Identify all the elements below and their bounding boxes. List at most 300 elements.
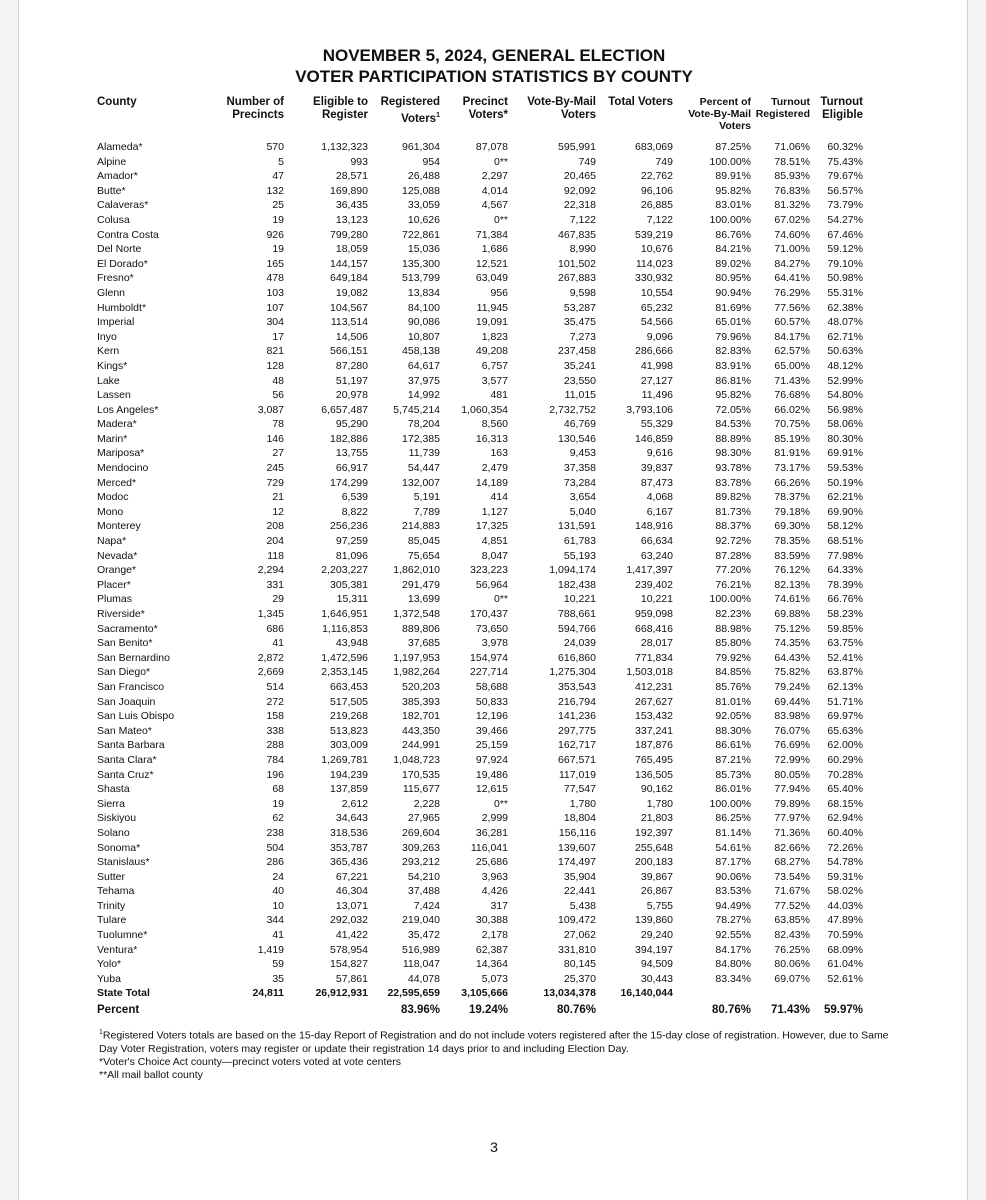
cell-vbm: 35,475: [563, 316, 596, 329]
cell-turnout-registered: 71.00%: [774, 243, 810, 256]
table-row: [97, 928, 863, 943]
cell-turnout-eligible: 68.51%: [827, 535, 863, 548]
cell-precinct-voters: 1,127: [481, 505, 508, 518]
cell-registered: 889,806: [402, 622, 440, 635]
cell-eligible: 1,472,596: [321, 651, 368, 664]
cell-eligible: 41,422: [335, 929, 368, 942]
cell-vbm: 1,780: [569, 797, 596, 810]
cell-total: 255,648: [635, 841, 673, 854]
cell-precincts: 729: [266, 476, 284, 489]
cell-turnout-eligible: 54.27%: [827, 213, 863, 226]
cell-turnout-eligible: 60.32%: [827, 141, 863, 153]
cell-total: 148,916: [635, 520, 673, 533]
table-row: [97, 592, 863, 607]
cell-precincts: 27: [272, 447, 284, 460]
cell-total: 1,417,397: [626, 564, 673, 577]
cell-registered: 172,385: [402, 432, 440, 445]
cell-vbm: 10,221: [563, 593, 596, 606]
cell-registered: 11,739: [408, 447, 440, 460]
cell-turnout-registered: 66.26%: [774, 476, 810, 489]
cell-turnout-eligible: 78.39%: [827, 578, 863, 591]
cell-pct-vbm: 72.05%: [715, 403, 751, 416]
cell-eligible: 256,236: [330, 520, 368, 533]
cell-turnout-registered: 69.07%: [774, 972, 810, 985]
cell-pct-vbm: 86.81%: [715, 374, 751, 387]
cell-eligible: 305,381: [330, 578, 368, 591]
cell-precinct-voters: 6,757: [481, 359, 508, 372]
cell-county: Sierra: [97, 797, 126, 810]
cell-precinct-voters: 154,974: [470, 651, 508, 664]
cell-turnout-registered: 81.91%: [774, 447, 810, 460]
cell-vbm: 11,015: [564, 389, 596, 402]
cell-precinct-voters: 3,963: [481, 870, 508, 883]
cell-total: 63,240: [640, 549, 673, 562]
cell-total: 136,505: [635, 768, 673, 781]
cell-registered: 954: [422, 155, 440, 168]
cell-precinct-voters: 2,479: [481, 462, 508, 475]
cell-turnout-registered: 78.35%: [774, 535, 810, 548]
cell-total: 153,432: [635, 710, 673, 723]
cell-registered: 961,304: [402, 141, 440, 153]
cell-registered: 83.96%: [400, 1004, 440, 1017]
cell-turnout-registered: 83.98%: [774, 710, 810, 723]
cell-vbm: 216,794: [558, 695, 596, 708]
cell-precinct-voters: 36,281: [475, 826, 508, 839]
cell-county: Santa Barbara: [97, 739, 165, 752]
cell-vbm: 467,835: [558, 228, 596, 241]
cell-precinct-voters: 2,178: [481, 929, 508, 942]
cell-county: Fresno*: [97, 272, 134, 285]
cell-total: 5,755: [646, 899, 673, 912]
cell-county: Plumas: [97, 593, 133, 606]
cell-total: 10,221: [640, 593, 673, 606]
cell-registered: 13,699: [407, 593, 440, 606]
cell-total: 1,780: [646, 797, 673, 810]
cell-registered: 1,197,953: [393, 651, 440, 664]
cell-registered: 170,535: [402, 768, 440, 781]
cell-registered: 182,701: [402, 710, 440, 723]
cell-precinct-voters: 19,486: [475, 768, 508, 781]
cell-precinct-voters: 323,223: [470, 564, 508, 577]
cell-turnout-eligible: 69.97%: [827, 710, 863, 723]
col-header-precinct-voters: Precinct Voters*: [462, 96, 508, 121]
cell-registered: 309,263: [402, 841, 440, 854]
cell-turnout-registered: 63.85%: [774, 914, 810, 927]
cell-pct-vbm: 84.53%: [715, 418, 751, 431]
cell-total: 3,793,106: [626, 403, 673, 416]
cell-pct-vbm: 90.06%: [715, 870, 751, 883]
cell-turnout-registered: 73.54%: [774, 870, 810, 883]
cell-total: 539,219: [635, 228, 673, 241]
table-row: [97, 665, 863, 680]
table-row: [97, 417, 863, 432]
cell-pct-vbm: 84.17%: [715, 943, 751, 956]
cell-county: Yuba: [97, 972, 121, 985]
cell-eligible: 517,505: [330, 695, 368, 708]
cell-pct-vbm: 86.76%: [715, 228, 751, 241]
cell-registered: 125,088: [402, 184, 440, 197]
cell-vbm: 20,465: [563, 170, 596, 183]
cell-precincts: 24,811: [252, 987, 284, 1000]
cell-turnout-eligible: 69.90%: [827, 505, 863, 518]
cell-vbm: 182,438: [558, 578, 596, 591]
table-row: [97, 811, 863, 826]
cell-registered: 37,488: [407, 885, 440, 898]
cell-precincts: 784: [266, 753, 284, 766]
cell-county: Mariposa*: [97, 447, 145, 460]
cell-turnout-eligible: 66.76%: [827, 593, 863, 606]
registered-footnote-marker: 1: [436, 112, 440, 119]
cell-vbm: 130,546: [558, 432, 596, 445]
cell-eligible: 97,259: [335, 535, 368, 548]
table-row: [97, 344, 863, 359]
cell-county: Trinity: [97, 899, 126, 912]
cell-precincts: 29: [272, 593, 284, 606]
cell-precincts: 344: [266, 914, 284, 927]
cell-vbm: 24,039: [563, 637, 596, 650]
table-row: [97, 184, 863, 199]
cell-vbm: 174,497: [558, 856, 596, 869]
cell-registered: 722,861: [402, 228, 440, 241]
cell-precincts: 288: [266, 739, 284, 752]
cell-eligible: 87,280: [335, 359, 368, 372]
cell-turnout-eligible: 62.13%: [827, 680, 863, 693]
cell-precinct-voters: 0**: [493, 213, 508, 226]
cell-precincts: 238: [266, 826, 284, 839]
cell-turnout-eligible: 60.40%: [827, 826, 863, 839]
cell-county: San Diego*: [97, 666, 151, 679]
cell-precincts: 35: [272, 972, 284, 985]
cell-precinct-voters: 0**: [493, 593, 508, 606]
cell-precinct-voters: 12,196: [475, 710, 508, 723]
cell-precincts: 926: [266, 228, 284, 241]
cell-precincts: 128: [266, 359, 284, 372]
cell-eligible: 219,268: [330, 710, 368, 723]
cell-turnout-registered: 78.37%: [774, 491, 810, 504]
footnote-2: *Voter's Choice Act county—precinct voters voted at vote centers: [99, 1055, 401, 1068]
table-row: [97, 432, 863, 447]
cell-turnout-eligible: 70.59%: [827, 929, 863, 942]
cell-turnout-registered: 80.05%: [774, 768, 810, 781]
cell-county: Siskiyou: [97, 812, 137, 825]
cell-eligible: 1,116,853: [322, 622, 368, 635]
cell-county: Yolo*: [97, 958, 122, 971]
cell-precinct-voters: 14,189: [475, 476, 508, 489]
cell-county: Mendocino: [97, 462, 149, 475]
table-row: [97, 782, 863, 797]
cell-eligible: 353,787: [330, 841, 368, 854]
table-row: [97, 359, 863, 374]
cell-precinct-voters: 58,688: [475, 680, 508, 693]
cell-eligible: 6,539: [341, 491, 368, 504]
table-row: [97, 242, 863, 257]
cell-turnout-registered: 65.00%: [774, 359, 810, 372]
cell-total: 765,495: [635, 753, 673, 766]
cell-registered: 2,228: [413, 797, 440, 810]
cell-county: San Luis Obispo: [97, 710, 175, 723]
cell-pct-vbm: 78.27%: [715, 914, 751, 927]
cell-eligible: 95,290: [335, 418, 368, 431]
cell-vbm: 61,783: [563, 535, 596, 548]
cell-eligible: 169,890: [330, 184, 368, 197]
table-row: [97, 651, 863, 666]
cell-total: 90,162: [640, 783, 673, 796]
cell-pct-vbm: 81.73%: [715, 505, 751, 518]
table-row: [97, 563, 863, 578]
cell-eligible: 20,978: [335, 389, 368, 402]
cell-pct-vbm: 76.21%: [715, 578, 751, 591]
cell-pct-vbm: 85.80%: [715, 637, 751, 650]
cell-precinct-voters: 73,650: [475, 622, 508, 635]
cell-precincts: 286: [266, 856, 284, 869]
cell-vbm: 267,883: [558, 272, 596, 285]
cell-county: Marin*: [97, 432, 128, 445]
cell-precincts: 570: [266, 141, 284, 153]
table-row: [97, 315, 863, 330]
cell-precinct-voters: 4,851: [481, 535, 508, 548]
table-row: [97, 388, 863, 403]
cell-precincts: 19: [272, 213, 284, 226]
cell-pct-vbm: 87.28%: [715, 549, 751, 562]
cell-turnout-eligible: 65.40%: [827, 783, 863, 796]
cell-precincts: 40: [272, 885, 284, 898]
cell-county: Colusa: [97, 213, 130, 226]
cell-turnout-eligible: 58.02%: [827, 885, 863, 898]
table-row: [97, 505, 863, 520]
cell-registered: 10,807: [407, 330, 440, 343]
cell-vbm: 53,287: [563, 301, 596, 314]
cell-pct-vbm: 92.72%: [715, 535, 751, 548]
cell-vbm: 27,062: [563, 929, 596, 942]
cell-county: Monterey: [97, 520, 141, 533]
cell-pct-vbm: 87.25%: [715, 141, 751, 153]
cell-eligible: 8,822: [341, 505, 368, 518]
cell-pct-vbm: 83.53%: [715, 885, 751, 898]
cell-county: Los Angeles*: [97, 403, 159, 416]
cell-pct-vbm: 92.55%: [715, 929, 751, 942]
cell-turnout-eligible: 67.46%: [827, 228, 863, 241]
table-row: [97, 899, 863, 914]
cell-turnout-registered: 79.18%: [774, 505, 810, 518]
table-row: [97, 169, 863, 184]
cell-total: 239,402: [635, 578, 673, 591]
cell-total: 94,509: [640, 958, 673, 971]
cell-pct-vbm: 89.82%: [715, 491, 751, 504]
cell-vbm: 7,122: [569, 213, 596, 226]
cell-total: 192,397: [635, 826, 673, 839]
cell-county: Lake: [97, 374, 120, 387]
cell-eligible: 799,280: [330, 228, 368, 241]
footnote-1: [99, 1026, 889, 1056]
table-row: [97, 228, 863, 243]
cell-precincts: 514: [266, 680, 284, 693]
cell-turnout-registered: 74.60%: [774, 228, 810, 241]
cell-turnout-registered: 82.13%: [774, 578, 810, 591]
cell-turnout-eligible: 50.63%: [827, 345, 863, 358]
cell-total: 96,106: [640, 184, 673, 197]
cell-eligible: 649,184: [330, 272, 368, 285]
cell-precinct-voters: 5,073: [481, 972, 508, 985]
cell-pct-vbm: 86.61%: [715, 739, 751, 752]
table-row: [97, 519, 863, 534]
cell-eligible: 182,886: [330, 432, 368, 445]
cell-precinct-voters: 116,041: [470, 841, 508, 854]
cell-precincts: 41: [272, 637, 284, 650]
cell-turnout-registered: 79.89%: [774, 797, 810, 810]
cell-turnout-registered: 71.43%: [770, 1004, 810, 1017]
cell-turnout-eligible: [810, 986, 863, 1001]
footnote-1-marker: 1: [99, 1029, 103, 1036]
cell-precincts: 338: [266, 724, 284, 737]
cell-turnout-registered: 76.07%: [774, 724, 810, 737]
table-row: [97, 403, 863, 418]
cell-turnout-registered: 84.27%: [774, 257, 810, 270]
cell-vbm: 237,458: [558, 345, 596, 358]
table-row: [97, 724, 863, 739]
cell-vbm: 109,472: [558, 914, 596, 927]
cell-registered: 37,685: [407, 637, 440, 650]
cell-county: Kern: [97, 345, 120, 358]
cell-turnout-eligible: 80.30%: [827, 432, 863, 445]
cell-vbm: 331,810: [558, 943, 596, 956]
cell-precincts: 56: [272, 389, 284, 402]
cell-registered: 35,472: [407, 929, 440, 942]
cell-county: Glenn: [97, 286, 126, 299]
cell-precincts: 78: [272, 418, 284, 431]
cell-county: El Dorado*: [97, 257, 148, 270]
table-row: [97, 257, 863, 272]
table-row: [97, 753, 863, 768]
cell-pct-vbm: 82.23%: [715, 608, 751, 620]
col-header-turnout-registered: Turnout Registered: [755, 96, 810, 120]
cell-precincts: 132: [266, 184, 284, 197]
cell-registered: 14,992: [407, 389, 440, 402]
cell-precinct-voters: 481: [490, 389, 508, 402]
cell-total: 16,140,044: [620, 987, 673, 1000]
cell-precinct-voters: 71,384: [475, 228, 508, 241]
cell-vbm: 22,441: [563, 885, 596, 898]
cell-total: 65,232: [640, 301, 673, 314]
cell-vbm: 297,775: [558, 724, 596, 737]
cell-vbm: 37,358: [563, 462, 596, 475]
cell-total: 39,867: [640, 870, 673, 883]
cell-eligible: 57,861: [335, 972, 368, 985]
cell-turnout-registered: 85.93%: [774, 170, 810, 183]
cell-turnout-registered: 66.02%: [774, 403, 810, 416]
cell-total: 27,127: [640, 374, 673, 387]
cell-total: 668,416: [635, 622, 673, 635]
table-row: [97, 870, 863, 885]
cell-precincts: 1,345: [257, 608, 284, 620]
cell-pct-vbm: 88.98%: [715, 622, 751, 635]
cell-eligible: 26,912,931: [315, 987, 368, 1000]
cell-vbm: 23,550: [563, 374, 596, 387]
cell-county: Tulare: [97, 914, 127, 927]
cell-eligible: 34,643: [335, 812, 368, 825]
cell-turnout-registered: 79.24%: [774, 680, 810, 693]
cell-registered: 219,040: [402, 914, 440, 927]
cell-county: Solano: [97, 826, 130, 839]
cell-total: 28,017: [640, 637, 673, 650]
cell-precincts: 41: [272, 929, 284, 942]
cell-pct-vbm: 82.83%: [715, 345, 751, 358]
cell-vbm: 3,654: [569, 491, 596, 504]
cell-precincts: 165: [266, 257, 284, 270]
cell-registered: 520,203: [402, 680, 440, 693]
cell-precinct-voters: 1,686: [481, 243, 508, 256]
cell-registered: 385,393: [402, 695, 440, 708]
cell-registered: 44,078: [407, 972, 440, 985]
cell-turnout-eligible: 44.03%: [827, 899, 863, 912]
cell-registered: 1,862,010: [393, 564, 440, 577]
table-row: [97, 738, 863, 753]
cell-registered: 84,100: [407, 301, 440, 314]
cell-precincts: 821: [266, 345, 284, 358]
cell-eligible: 2,203,227: [321, 564, 368, 577]
cell-eligible: 28,571: [335, 170, 368, 183]
cell-registered: 85,045: [407, 535, 440, 548]
cell-county: Alpine: [97, 155, 127, 168]
cell-county: Sacramento*: [97, 622, 158, 635]
cell-total: 26,885: [640, 199, 673, 212]
cell-registered: 135,300: [402, 257, 440, 270]
cell-eligible: 194,239: [330, 768, 368, 781]
cell-registered: 1,372,548: [393, 608, 440, 620]
cell-pct-vbm: 80.95%: [715, 272, 751, 285]
cell-county: Shasta: [97, 783, 130, 796]
cell-precincts: 17: [272, 330, 284, 343]
table-row: [97, 943, 863, 958]
cell-turnout-registered: 76.68%: [774, 389, 810, 402]
cell-turnout-eligible: 63.87%: [827, 666, 863, 679]
cell-vbm: 5,040: [569, 505, 596, 518]
cell-registered: 7,424: [413, 899, 440, 912]
cell-total: 9,616: [646, 447, 673, 460]
cell-turnout-eligible: 75.43%: [827, 155, 863, 168]
cell-precincts: 68: [272, 783, 284, 796]
cell-turnout-eligible: 68.09%: [827, 943, 863, 956]
cell-county: San Bernardino: [97, 651, 170, 664]
cell-precinct-voters: 11,945: [476, 301, 508, 314]
cell-turnout-eligible: 52.61%: [827, 972, 863, 985]
cell-turnout-registered: 70.75%: [774, 418, 810, 431]
table-row: [97, 826, 863, 841]
cell-vbm: 5,438: [569, 899, 596, 912]
cell-registered: 75,654: [407, 549, 440, 562]
cell-eligible: 663,453: [330, 680, 368, 693]
cell-eligible: 6,657,487: [321, 403, 368, 416]
cell-precinct-voters: 4,014: [481, 184, 508, 197]
cell-county: Calaveras*: [97, 199, 149, 212]
cell-turnout-registered: 71.43%: [774, 374, 810, 387]
cell-total: 26,867: [640, 885, 673, 898]
cell-vbm: 1,094,174: [549, 564, 596, 577]
cell-total: 39,837: [640, 462, 673, 475]
cell-total: 10,554: [640, 286, 673, 299]
cell-precinct-voters: 12,521: [475, 257, 508, 270]
cell-pct-vbm: 77.20%: [715, 564, 751, 577]
cell-turnout-eligible: 50.98%: [827, 272, 863, 285]
cell-pct-vbm: 88.89%: [715, 432, 751, 445]
cell-turnout-eligible: 59.12%: [827, 243, 863, 256]
cell-registered: 269,604: [402, 826, 440, 839]
cell-vbm: 80.76%: [556, 1004, 596, 1017]
cell-county: San Benito*: [97, 637, 153, 650]
cell-precincts: 2,294: [257, 564, 284, 577]
cell-total: 412,231: [635, 680, 673, 693]
cell-pct-vbm: [673, 986, 751, 1001]
cell-turnout-registered: 77.56%: [774, 301, 810, 314]
